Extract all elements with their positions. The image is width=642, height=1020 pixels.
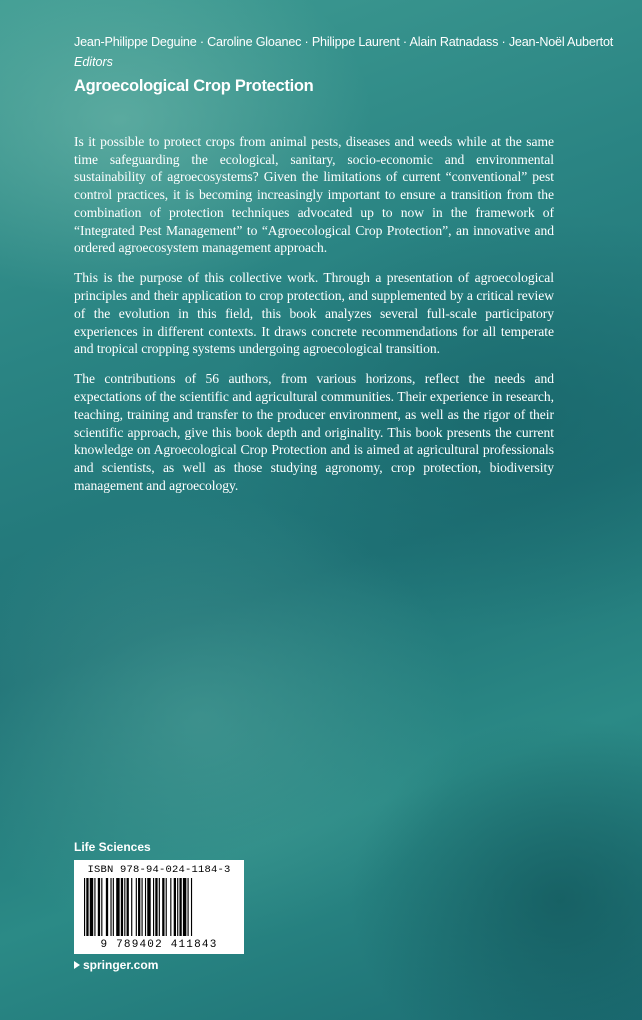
- blurb-paragraph: The contributions of 56 authors, from various horizons, reflect the needs and expectations of the scientific and agricultural communities. Their experience in research, teaching, training and transfer to the producer environment, as well as the rigor of their scientific approach, give this book depth and originality. This book presents the current knowledge on Agroecological Crop Protection and is aimed at agricultural professionals and scientists, as well as those studying agronomy, crop protection, biodiversity management and agroecology.: [74, 371, 554, 493]
- book-blurb: [74, 133, 554, 507]
- editor-names: Jean-Philippe Deguine · Caroline Gloanec · Philippe Laurent · Alain Ratnadass · Jean-Noël Aubertot: [74, 35, 614, 49]
- publisher-website[interactable]: [74, 958, 158, 972]
- arrow-right-icon: [74, 961, 80, 969]
- blurb-paragraph: Is it possible to protect crops from animal pests, diseases and weeds while at the same time safeguarding the ecological, sanitary, socio-economic and environmental sustainability of agroecosystems? Given the limitations of current “conventional” pest control practices, it is becoming increasingly important to ensure a transition from the combination of protection techniques advocated up to now in the framework of “Integrated Pest Management” to “Agroecological Crop Protection”, an innovative and ordered agroecosystem management approach.: [74, 134, 554, 256]
- isbn-label: ISBN 978-94-024-1184-3: [87, 864, 231, 876]
- subject-category: Life Sciences: [74, 840, 151, 854]
- book-title: Agroecological Crop Protection: [74, 77, 314, 95]
- barcode-bars: [84, 878, 234, 936]
- blurb-paragraph: This is the purpose of this collective work. Through a presentation of agroecological principles and their application to crop protection, and supplemented by a critical review of the evolution in this field, this book analyzes several full-scale participatory experiences in different contexts. It draws concrete recommendations for all temperate and tropical cropping systems undergoing agroecological transition.: [74, 270, 554, 357]
- isbn-barcode: [74, 860, 244, 954]
- editors-role-label: Editors: [74, 55, 113, 69]
- barcode-digits: 9 789402 411843: [100, 939, 218, 951]
- website-link[interactable]: springer.com: [83, 958, 159, 972]
